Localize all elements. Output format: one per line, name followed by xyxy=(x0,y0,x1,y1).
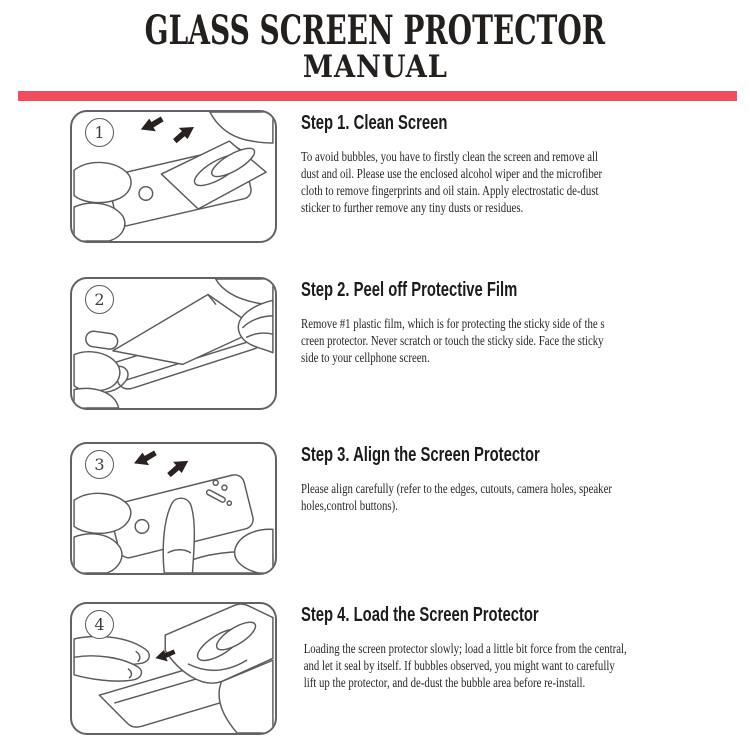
red-divider-bar xyxy=(18,91,737,101)
body-line: dust and oil. Please use the enclosed alcohol wiper and the microfiber xyxy=(301,166,603,181)
body-line: creen protector. Never scratch or touch the sticky side. Face the sticky xyxy=(301,333,604,348)
step4-body xyxy=(301,640,741,691)
left-thumb xyxy=(74,493,131,533)
step4-text xyxy=(301,602,741,691)
home-button xyxy=(139,187,153,201)
step-row-3 xyxy=(0,442,750,575)
left-hand xyxy=(74,352,120,391)
step4-heading: Step 4. Load the Screen Protector xyxy=(301,604,539,626)
step-number-badge: 4 xyxy=(85,610,114,639)
home-button xyxy=(135,520,149,534)
step-row-2 xyxy=(0,277,750,410)
body-line: and let it seal by itself. If bubbles observed, you might want to carefully xyxy=(301,658,615,673)
left-finger xyxy=(74,534,122,573)
step2-illustration-box xyxy=(70,277,277,410)
step-number-badge: 3 xyxy=(85,450,114,479)
body-line: Remove #1 plastic film, which is for protecting the sticky side of the s xyxy=(301,316,605,331)
wrist xyxy=(210,112,273,143)
step-number-badge: 1 xyxy=(85,118,114,147)
step2-heading: Step 2. Peel off Protective Film xyxy=(301,279,518,301)
step-number-badge: 2 xyxy=(85,285,114,314)
step1-heading: Step 1. Clean Screen xyxy=(301,112,448,134)
body-line: To avoid bubbles, you have to firstly clean the screen and remove all xyxy=(301,149,599,164)
step-row-4 xyxy=(0,602,750,735)
body-line: sticker to further remove any tiny dusts or residues. xyxy=(301,200,524,215)
wipe-direction-arrows-icon xyxy=(138,114,197,145)
body-line: Please align carefully (refer to the edges, cutouts, camera holes, speaker xyxy=(301,481,612,496)
thumb-tip xyxy=(85,330,119,350)
page-subtitle: MANUAL xyxy=(302,49,448,85)
wrist xyxy=(216,279,273,305)
body-line: Loading the screen protector slowly; load a little bit force from the central, xyxy=(301,641,627,656)
step-row-1 xyxy=(0,110,750,243)
steps-list xyxy=(0,110,750,735)
step2-text xyxy=(301,277,741,366)
body-line: lift up the protector, and de-dust the bubble area before re-install. xyxy=(301,675,586,690)
step3-illustration-box xyxy=(70,442,277,575)
step4-illustration-box xyxy=(70,602,277,735)
step1-text xyxy=(301,110,741,216)
step2-body xyxy=(301,315,741,366)
manual-header xyxy=(0,0,750,84)
step3-text xyxy=(301,442,741,514)
body-line: side to your cellphone screen. xyxy=(301,350,430,365)
align-direction-arrows-icon xyxy=(132,448,192,479)
body-line: cloth to remove fingerprints and oil stain. Apply electrostatic de-dust xyxy=(301,183,599,198)
left-thumb xyxy=(74,162,131,202)
step1-body xyxy=(301,148,741,216)
page-title: GLASS SCREEN PROTECTOR xyxy=(144,7,606,54)
body-line: holes,control buttons). xyxy=(301,498,398,513)
step3-body xyxy=(301,480,741,514)
step3-heading: Step 3. Align the Screen Protector xyxy=(301,444,540,466)
step1-illustration-box xyxy=(70,110,277,243)
